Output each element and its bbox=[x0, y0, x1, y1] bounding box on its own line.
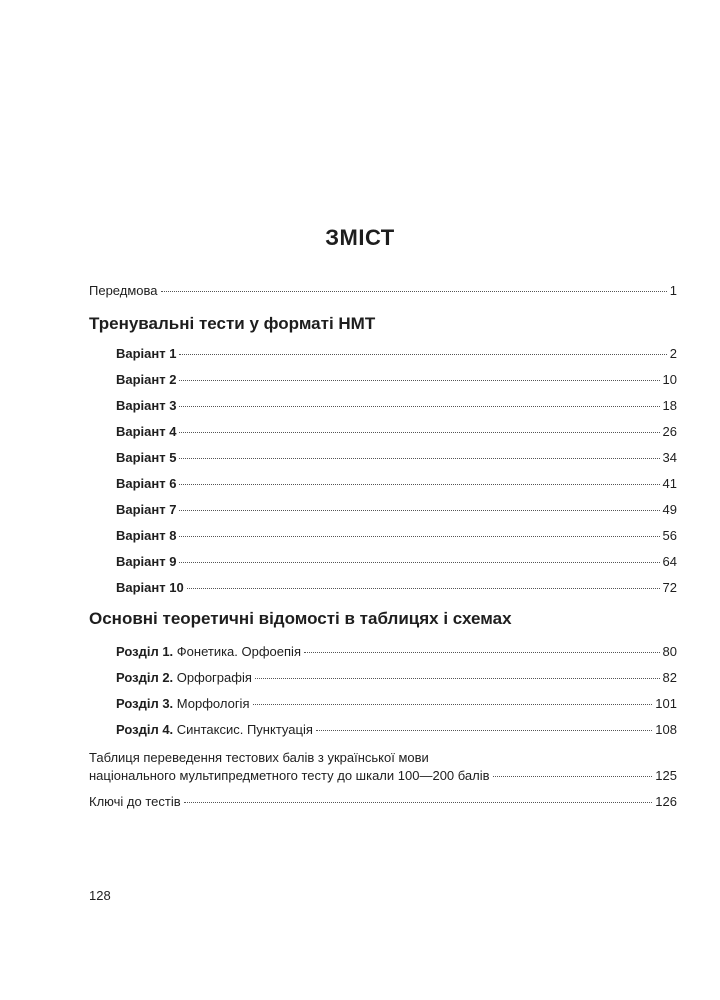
toc-entry-page: 125 bbox=[655, 768, 677, 783]
dot-leader bbox=[493, 775, 653, 777]
toc-entry-variant-5[interactable] bbox=[116, 448, 677, 468]
toc-entry-page: 10 bbox=[662, 372, 677, 387]
toc-entry-variant-1[interactable] bbox=[116, 344, 677, 364]
section-heading-tests: Тренувальні тести у форматі НМТ bbox=[89, 314, 376, 333]
toc-entry-label: Варіант 2 bbox=[116, 372, 177, 387]
page-title: ЗМІСТ bbox=[325, 225, 395, 250]
dot-leader bbox=[179, 405, 659, 407]
toc-entry-title: Фонетика. Орфоепія bbox=[176, 644, 301, 659]
toc-entry-page: 72 bbox=[662, 580, 677, 595]
dot-leader bbox=[255, 677, 660, 679]
toc-entry-variant-9[interactable] bbox=[116, 552, 677, 572]
toc-entry-page: 82 bbox=[662, 670, 677, 685]
toc-entry-chapter-1[interactable] bbox=[116, 642, 677, 662]
toc-entry-title: Синтаксис. Пунктуація bbox=[176, 722, 313, 737]
toc-entry-page: 41 bbox=[662, 476, 677, 491]
toc-entry-title: Морфологія bbox=[176, 696, 250, 711]
toc-entry-page: 56 bbox=[662, 528, 677, 543]
toc-entry-variant-6[interactable] bbox=[116, 474, 677, 494]
toc-entry-label: Розділ 3. bbox=[116, 696, 174, 711]
dot-leader bbox=[316, 729, 652, 731]
toc-entry-label: Ключі до тестів bbox=[89, 794, 181, 809]
toc-entry-label: Варіант 3 bbox=[116, 398, 177, 413]
toc-entry-variant-10[interactable] bbox=[116, 578, 677, 598]
toc-entry-label: Варіант 10 bbox=[116, 580, 184, 595]
toc-entry-chapter-3[interactable] bbox=[116, 694, 677, 714]
toc-entry-label: Варіант 6 bbox=[116, 476, 177, 491]
dot-leader bbox=[253, 703, 653, 705]
toc-entry-conversion[interactable] bbox=[89, 766, 677, 786]
toc-entry-page: 80 bbox=[662, 644, 677, 659]
dot-leader bbox=[179, 457, 659, 459]
toc-entry-label: Варіант 7 bbox=[116, 502, 177, 517]
toc-entry-page: 101 bbox=[655, 696, 677, 711]
toc-entry-label: Розділ 2. bbox=[116, 670, 174, 685]
toc-entry-page: 126 bbox=[655, 794, 677, 809]
dot-leader bbox=[179, 483, 659, 485]
dot-leader bbox=[179, 353, 666, 355]
section-heading-theory: Основні теоретичні відомості в таблицях і схемах bbox=[89, 609, 512, 628]
toc-entry-variant-8[interactable] bbox=[116, 526, 677, 546]
dot-leader bbox=[179, 561, 659, 563]
dot-leader bbox=[304, 651, 660, 653]
toc-entry-page: 34 bbox=[662, 450, 677, 465]
toc-entry-page: 26 bbox=[662, 424, 677, 439]
dot-leader bbox=[179, 509, 659, 511]
dot-leader bbox=[184, 801, 653, 803]
page-number: 128 bbox=[89, 888, 111, 903]
dot-leader bbox=[179, 535, 659, 537]
toc-entry-preface[interactable] bbox=[89, 281, 677, 301]
toc-entry-page: 64 bbox=[662, 554, 677, 569]
toc-entry-page: 1 bbox=[669, 283, 677, 298]
toc-entry-keys[interactable] bbox=[89, 792, 677, 812]
toc-entry-label: Розділ 1. bbox=[116, 644, 174, 659]
toc-entry-label: Передмова bbox=[89, 283, 158, 298]
dot-leader bbox=[161, 290, 667, 292]
toc-entry-label: Варіант 1 bbox=[116, 346, 177, 361]
toc-entry-variant-4[interactable] bbox=[116, 422, 677, 442]
toc-entry-page: 18 bbox=[662, 398, 677, 413]
toc-entry-page: 49 bbox=[662, 502, 677, 517]
toc-entry-conversion-line1[interactable]: Таблиця переведення тестових балів з української мови bbox=[89, 750, 429, 765]
dot-leader bbox=[179, 379, 659, 381]
dot-leader bbox=[179, 431, 659, 433]
toc-entry-title: Орфографія bbox=[176, 670, 252, 685]
toc-entry-page: 2 bbox=[669, 346, 677, 361]
toc-entry-label: Варіант 5 bbox=[116, 450, 177, 465]
toc-entry-variant-2[interactable] bbox=[116, 370, 677, 390]
toc-entry-label: Варіант 8 bbox=[116, 528, 177, 543]
dot-leader bbox=[187, 587, 660, 589]
toc-entry-variant-7[interactable] bbox=[116, 500, 677, 520]
toc-entry-variant-3[interactable] bbox=[116, 396, 677, 416]
toc-entry-page: 108 bbox=[655, 722, 677, 737]
toc-entry-chapter-4[interactable] bbox=[116, 720, 677, 740]
toc-entry-label: національного мультипредметного тесту до шкали 100—200 балів bbox=[89, 768, 490, 783]
toc-entry-label: Варіант 4 bbox=[116, 424, 177, 439]
toc-entry-label: Варіант 9 bbox=[116, 554, 177, 569]
toc-entry-chapter-2[interactable] bbox=[116, 668, 677, 688]
toc-entry-label: Розділ 4. bbox=[116, 722, 174, 737]
